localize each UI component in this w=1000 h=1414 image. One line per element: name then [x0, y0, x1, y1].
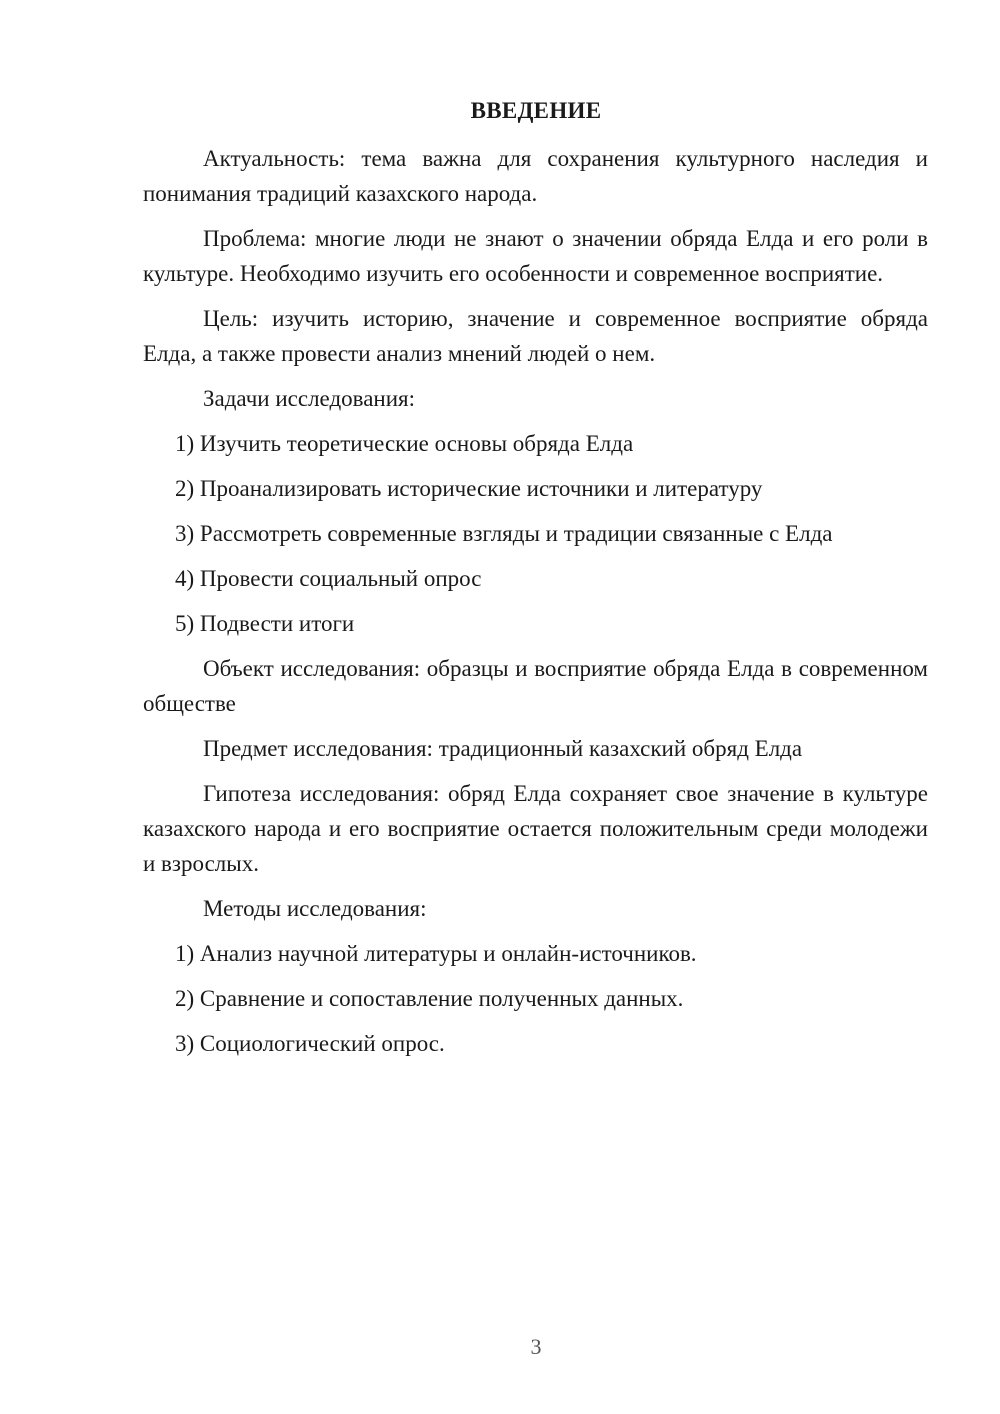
list-item-task-4: 4) Провести социальный опрос — [175, 566, 482, 591]
list-item-task-5: 5) Подвести итоги — [175, 611, 355, 636]
tasks-list — [143, 426, 928, 641]
list-item-method-2: 2) Сравнение и сопоставление полученных данных. — [175, 986, 684, 1011]
paragraph-object: Объект исследования: образцы и восприятие обряда Елда в современном обществе — [143, 656, 928, 716]
list-item-method-3: 3) Социологический опрос. — [175, 1031, 445, 1056]
paragraph-actuality: Актуальность: тема важна для сохранения культурного наследия и понимания традиций казахского народа. — [143, 146, 928, 206]
paragraph-goal: Цель: изучить историю, значение и современное восприятие обряда Елда, а также провести анализ мнений людей о нем. — [143, 306, 928, 366]
list-item-task-1: 1) Изучить теоретические основы обряда Елда — [175, 431, 634, 456]
paragraph-subject: Предмет исследования: традиционный казахский обряд Елда — [203, 736, 803, 761]
list-item-task-3: 3) Рассмотреть современные взгляды и традиции связанные с Елда — [175, 521, 833, 546]
introduction-body — [143, 141, 928, 1071]
list-item-method-1: 1) Анализ научной литературы и онлайн-источников. — [175, 941, 697, 966]
paragraph-problem: Проблема: многие люди не знают о значении обряда Елда и его роли в культуре. Необходимо изучить его особенности и современное восприятие. — [143, 226, 928, 286]
methods-list — [143, 936, 928, 1061]
paragraph-hypothesis: Гипотеза исследования: обряд Елда сохраняет свое значение в культуре казахского народа и его восприятие остается положительным среди молодежи и взрослых. — [143, 781, 928, 876]
methods-heading: Методы исследования: — [203, 896, 427, 921]
page-title: ВВЕДЕНИЕ — [470, 98, 602, 123]
list-item-task-2: 2) Проанализировать исторические источники и литературу — [175, 476, 763, 501]
page-number: 3 — [530, 1334, 542, 1359]
tasks-heading: Задачи исследования: — [203, 386, 416, 411]
